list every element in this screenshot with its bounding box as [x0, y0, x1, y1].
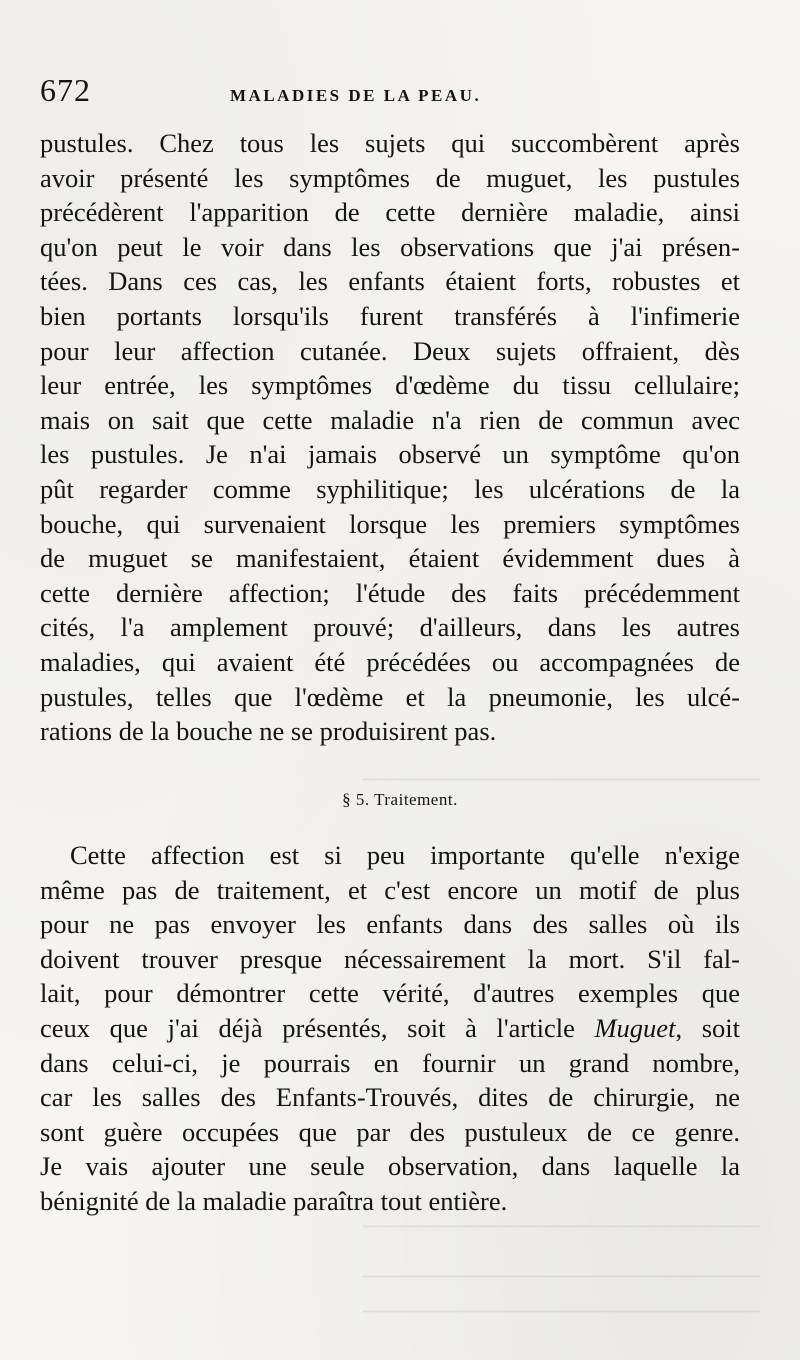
text-run: ceux que j'ai déjà présentés, soit à l'article: [40, 1012, 595, 1043]
show-through-decoration: ──────────────────────────────: [362, 1215, 760, 1240]
show-through-decoration: ──────────────────────────────: [362, 1300, 760, 1325]
section-heading: § 5. Traitement.: [342, 790, 458, 809]
text-line: mais on sait que cette maladie n'a rien de commun avec: [40, 404, 740, 435]
text-line: pour ne pas envoyer les enfants dans des salles où ils: [40, 909, 740, 940]
text-line: sont guère occupées que par des pustuleux de ce genre.: [40, 1116, 740, 1147]
text-line: avoir présenté les symptômes de muguet, les pustules: [40, 162, 740, 193]
text-line: pustules, telles que l'œdème et la pneumonie, les ulcé-: [40, 681, 740, 712]
text-line: pustules. Chez tous les sujets qui succombèrent après: [40, 128, 740, 158]
paragraph-pustules: [40, 126, 740, 749]
show-through-decoration: ──────────────────────────────: [362, 1265, 760, 1290]
italic-term: Muguet: [594, 1012, 676, 1043]
text-line: les pustules. Je n'ai jamais observé un symptôme qu'on: [40, 439, 740, 470]
text-run: , soit: [675, 1012, 740, 1043]
text-line: même pas de traitement, et c'est encore un motif de plus: [40, 874, 740, 905]
page-header: [40, 72, 740, 112]
text-line: pût regarder comme syphilitique; les ulcérations de la: [40, 473, 740, 504]
text-line: pour leur affection cutanée. Deux sujets offraient, dès: [40, 335, 740, 366]
text-line: tées. Dans ces cas, les enfants étaient forts, robustes et: [40, 266, 740, 297]
paragraph-traitement: [40, 838, 740, 1219]
text-line: car les salles des Enfants-Trouvés, dites de chirurgie, ne: [40, 1082, 740, 1113]
text-line: lait, pour démontrer cette vérité, d'autres exemples que: [40, 978, 740, 1009]
text-line: cette dernière affection; l'étude des faits précédemment: [40, 577, 740, 608]
text-line: maladies, qui avaient été précédées ou accompagnées de: [40, 646, 740, 677]
show-through-decoration: ──────────────────────────────: [362, 768, 760, 793]
text-line: bouche, qui survenaient lorsque les premiers symptômes: [40, 508, 740, 539]
text-line: bien portants lorsqu'ils furent transférés à l'infimerie: [40, 300, 740, 331]
text-line: leur entrée, les symptômes d'œdème du tissu cellulaire;: [40, 370, 740, 401]
text-line: de muguet se manifestaient, étaient évidemment dues à: [40, 543, 740, 574]
text-line: dans celui-ci, je pourrais en fournir un grand nombre,: [40, 1047, 740, 1078]
page-number: 672: [40, 72, 91, 108]
text-line: doivent trouver presque nécessairement la mort. S'il fal-: [40, 943, 740, 974]
text-line: cités, l'a amplement prouvé; d'ailleurs, dans les autres: [40, 612, 740, 643]
text-line: Cette affection est si peu importante qu'elle n'exige: [70, 840, 740, 870]
text-line: Je vais ajouter une seule observation, dans laquelle la: [40, 1151, 740, 1182]
text-line: précédèrent l'apparition de cette dernière maladie, ainsi: [40, 197, 740, 228]
text-line: rations de la bouche ne se produisirent pas.: [40, 716, 497, 747]
text-line: bénignité de la maladie paraîtra tout entière.: [40, 1185, 508, 1216]
running-head: MALADIES DE LA PEAU.: [230, 86, 482, 105]
text-line: qu'on peut le voir dans les observations que j'ai présen-: [40, 231, 740, 262]
text-line-with-italic: [40, 1011, 740, 1046]
